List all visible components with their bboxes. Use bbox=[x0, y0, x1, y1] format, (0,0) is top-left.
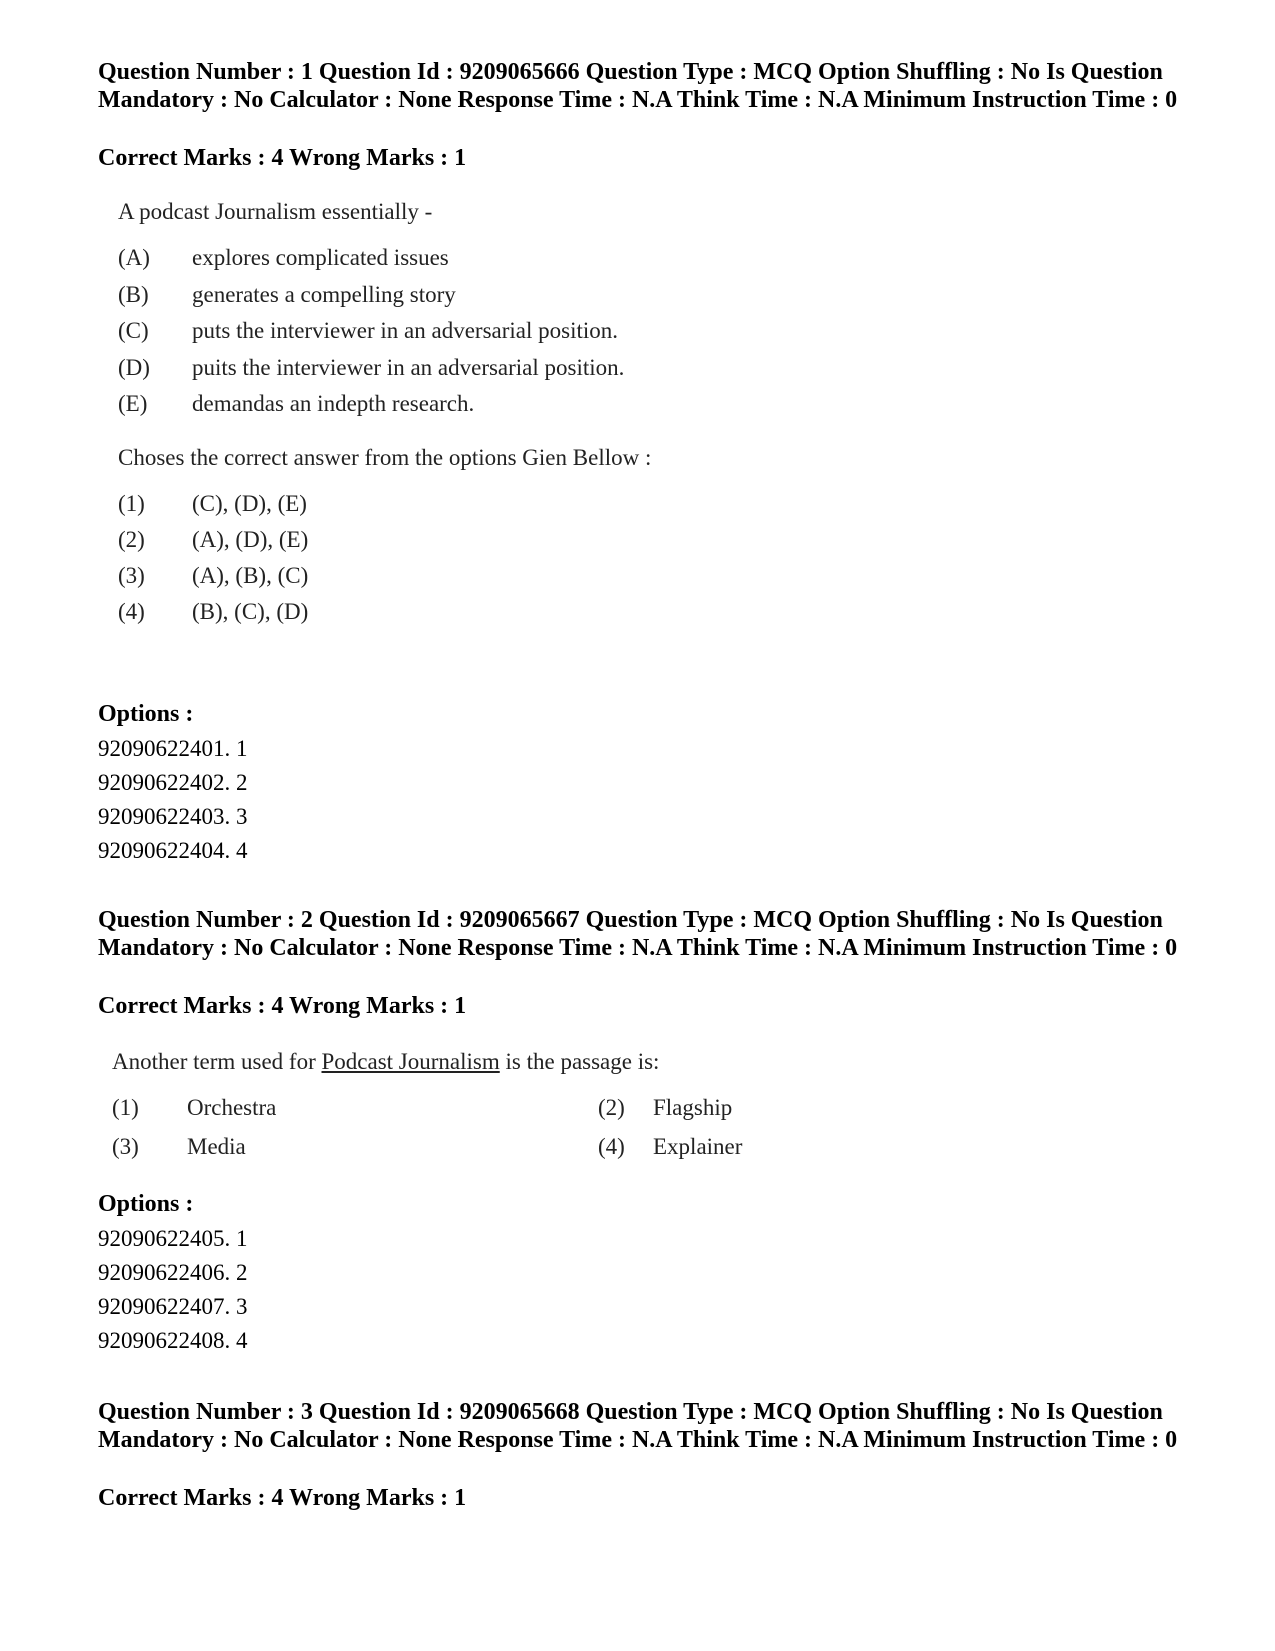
q3-marks: Correct Marks : 4 Wrong Marks : 1 bbox=[98, 1485, 467, 1511]
q2-stem-underlined: Podcast Journalism bbox=[321, 1049, 500, 1074]
q2-header: Question Number : 2 Question Id : 9209065667 Question Type : MCQ Option Shuffling : No Is Question Mandatory : No Calculator : None Response Time : N.A Think Time : N.A Minimum Instruction Time : 0 bbox=[98, 907, 1178, 961]
q1-statement-label: (D) bbox=[118, 355, 150, 380]
q2-choice-label: (4) bbox=[598, 1134, 625, 1159]
q1-choice-label: (2) bbox=[118, 527, 145, 552]
q2-choice-label: (3) bbox=[112, 1134, 139, 1159]
q1-choice-text: (B), (C), (D) bbox=[192, 599, 309, 624]
q2-stem bbox=[112, 1048, 659, 1076]
q2-choice-text: Media bbox=[187, 1134, 246, 1159]
q2-choice-text: Orchestra bbox=[187, 1095, 277, 1120]
q2-option: 92090622406. 2 bbox=[98, 1260, 248, 1285]
q1-statement-text: explores complicated issues bbox=[192, 245, 449, 270]
q3-header: Question Number : 3 Question Id : 9209065668 Question Type : MCQ Option Shuffling : No Is Question Mandatory : No Calculator : None Response Time : N.A Think Time : N.A Minimum Instruction Time : 0 bbox=[98, 1399, 1178, 1453]
q1-instruction: Choses the correct answer from the options Gien Bellow : bbox=[118, 445, 652, 470]
q1-option: 92090622401. 1 bbox=[98, 736, 248, 761]
q2-option: 92090622408. 4 bbox=[98, 1328, 248, 1353]
q2-choice-text: Flagship bbox=[653, 1095, 733, 1120]
q1-option: 92090622402. 2 bbox=[98, 770, 248, 795]
q1-statement-label: (C) bbox=[118, 318, 149, 343]
q1-header: Question Number : 1 Question Id : 9209065666 Question Type : MCQ Option Shuffling : No Is Question Mandatory : No Calculator : None Response Time : N.A Think Time : N.A Minimum Instruction Time : 0 bbox=[98, 59, 1178, 113]
q1-statement-text: puits the interviewer in an adversarial position. bbox=[192, 355, 625, 380]
q1-marks: Correct Marks : 4 Wrong Marks : 1 bbox=[98, 145, 467, 171]
q2-choice-label: (1) bbox=[112, 1095, 139, 1120]
q1-choice-label: (1) bbox=[118, 491, 145, 516]
q1-option: 92090622404. 4 bbox=[98, 838, 248, 863]
q2-stem-suffix: is the passage is: bbox=[499, 1049, 660, 1074]
q1-choice-label: (3) bbox=[118, 563, 145, 588]
q1-statement-label: (B) bbox=[118, 282, 149, 307]
q2-marks: Correct Marks : 4 Wrong Marks : 1 bbox=[98, 993, 467, 1019]
q2-options-title: Options : bbox=[98, 1191, 194, 1217]
q2-option: 92090622407. 3 bbox=[98, 1294, 248, 1319]
q2-stem-prefix: Another term used for bbox=[112, 1049, 322, 1074]
q1-choice-label: (4) bbox=[118, 599, 145, 624]
q1-choice-text: (C), (D), (E) bbox=[192, 491, 307, 516]
q1-option: 92090622403. 3 bbox=[98, 804, 248, 829]
q1-choice-text: (A), (B), (C) bbox=[192, 563, 309, 588]
q1-stem: A podcast Journalism essentially - bbox=[118, 199, 433, 224]
q1-statement-label: (E) bbox=[118, 391, 148, 416]
q1-statement-text: generates a compelling story bbox=[192, 282, 456, 307]
q1-statement-label: (A) bbox=[118, 245, 150, 270]
q1-statement-text: demandas an indepth research. bbox=[192, 391, 475, 416]
q1-statement-text: puts the interviewer in an adversarial position. bbox=[192, 318, 619, 343]
q2-option: 92090622405. 1 bbox=[98, 1226, 248, 1251]
q2-choice-label: (2) bbox=[598, 1095, 625, 1120]
q2-choice-text: Explainer bbox=[653, 1134, 743, 1159]
q1-choice-text: (A), (D), (E) bbox=[192, 527, 309, 552]
q1-options-title: Options : bbox=[98, 701, 194, 727]
